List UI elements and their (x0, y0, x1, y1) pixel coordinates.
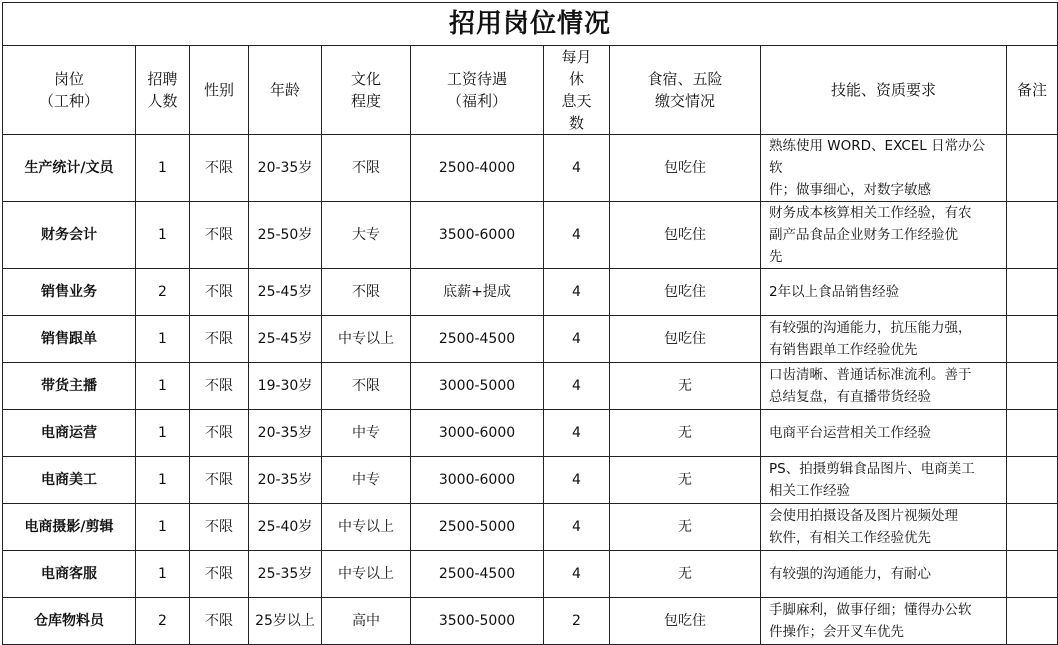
cell-age: 20-35岁 (249, 457, 322, 504)
cell-welfare: 包吃住 (610, 202, 761, 269)
table-title: 招用岗位情况 (3, 3, 1058, 46)
cell-position: 财务会计 (3, 202, 136, 269)
cell-salary: 2500-4500 (411, 551, 544, 598)
header-rest-days-line4: 数 (568, 114, 584, 132)
table-row (3, 410, 1058, 457)
header-education-line1: 文化 (350, 70, 381, 88)
cell-age: 25-45岁 (249, 269, 322, 316)
cell-note (1007, 410, 1058, 457)
cell-count: 1 (136, 316, 190, 363)
table-row (3, 135, 1058, 202)
table-row (3, 457, 1058, 504)
cell-welfare: 包吃住 (610, 269, 761, 316)
header-salary (411, 46, 544, 135)
cell-note (1007, 598, 1058, 645)
cell-education: 中专 (322, 457, 411, 504)
cell-salary: 2500-4500 (411, 316, 544, 363)
cell-rest-days: 4 (544, 316, 610, 363)
requirements-line-1: 电商平台运营相关工作经验 (769, 425, 931, 441)
cell-rest-days: 4 (544, 551, 610, 598)
cell-rest-days: 2 (544, 598, 610, 645)
header-rest-days (544, 46, 610, 135)
header-salary-line2: （福利） (446, 92, 507, 110)
header-welfare-line2: 缴交情况 (654, 92, 715, 110)
requirements-line-2: 软件，有相关工作经验优先 (769, 530, 931, 546)
header-row (3, 46, 1058, 135)
cell-salary: 2500-4000 (411, 135, 544, 202)
header-count-line1: 招聘 (147, 70, 178, 88)
cell-rest-days: 4 (544, 269, 610, 316)
requirements-line-2: 件；做事细心，对数字敏感 (769, 182, 931, 198)
header-note: 备注 (1007, 46, 1058, 135)
cell-gender: 不限 (190, 316, 249, 363)
requirements-line-2: 件操作；会开叉车优先 (769, 624, 904, 640)
cell-position: 仓库物料员 (3, 598, 136, 645)
cell-count: 2 (136, 269, 190, 316)
table-row (3, 363, 1058, 410)
requirements-line-1: 财务成本核算相关工作经验，有农 (769, 205, 972, 221)
requirements-line-2: 相关工作经验 (769, 483, 850, 499)
cell-salary: 3000-5000 (411, 363, 544, 410)
cell-age: 19-30岁 (249, 363, 322, 410)
table-row (3, 316, 1058, 363)
cell-count: 1 (136, 410, 190, 457)
cell-welfare: 无 (610, 551, 761, 598)
header-rest-days-line2: 休 (568, 70, 584, 88)
table-row (3, 598, 1058, 645)
cell-count: 1 (136, 135, 190, 202)
cell-position: 带货主播 (3, 363, 136, 410)
cell-rest-days: 4 (544, 457, 610, 504)
cell-age: 20-35岁 (249, 410, 322, 457)
cell-salary: 3500-6000 (411, 202, 544, 269)
requirements-line-1: PS、拍摄剪辑食品图片、电商美工 (769, 461, 975, 477)
requirements-line-1: 会使用拍摄设备及图片视频处理 (769, 508, 958, 524)
cell-salary: 3000-6000 (411, 457, 544, 504)
cell-requirements (761, 598, 1007, 645)
cell-education: 中专 (322, 410, 411, 457)
cell-age: 25-50岁 (249, 202, 322, 269)
cell-salary: 2500-5000 (411, 504, 544, 551)
cell-rest-days: 4 (544, 363, 610, 410)
cell-age: 25-40岁 (249, 504, 322, 551)
cell-age: 25-35岁 (249, 551, 322, 598)
cell-requirements (761, 457, 1007, 504)
cell-gender: 不限 (190, 410, 249, 457)
header-count (136, 46, 190, 135)
cell-welfare: 无 (610, 410, 761, 457)
table-body (3, 135, 1058, 645)
cell-requirements (761, 316, 1007, 363)
cell-welfare: 包吃住 (610, 135, 761, 202)
requirements-line-2: 有销售跟单工作经验优先 (769, 342, 918, 358)
cell-gender: 不限 (190, 551, 249, 598)
cell-education: 大专 (322, 202, 411, 269)
requirements-line-1: 有较强的沟通能力，抗压能力强， (769, 320, 972, 336)
cell-education: 不限 (322, 269, 411, 316)
cell-education: 中专以上 (322, 504, 411, 551)
requirements-line-2: 副产品食品企业财务工作经验优 (769, 227, 958, 243)
cell-age: 20-35岁 (249, 135, 322, 202)
cell-salary: 3500-5000 (411, 598, 544, 645)
cell-gender: 不限 (190, 598, 249, 645)
cell-requirements (761, 135, 1007, 202)
header-welfare-line1: 食宿、五险 (647, 70, 723, 88)
cell-welfare: 无 (610, 363, 761, 410)
cell-count: 1 (136, 457, 190, 504)
table-row (3, 269, 1058, 316)
cell-note (1007, 551, 1058, 598)
cell-note (1007, 457, 1058, 504)
cell-age: 25岁以上 (249, 598, 322, 645)
requirements-line-1: 手脚麻利，做事仔细；懂得办公软 (769, 602, 972, 618)
cell-requirements (761, 551, 1007, 598)
cell-position: 电商客服 (3, 551, 136, 598)
cell-gender: 不限 (190, 269, 249, 316)
cell-requirements (761, 504, 1007, 551)
table-row (3, 504, 1058, 551)
header-count-line2: 人数 (147, 92, 178, 110)
header-education (322, 46, 411, 135)
cell-position: 电商摄影/剪辑 (3, 504, 136, 551)
cell-education: 不限 (322, 363, 411, 410)
header-position (3, 46, 136, 135)
cell-requirements (761, 410, 1007, 457)
requirements-line-1: 2年以上食品销售经验 (769, 284, 900, 300)
cell-note (1007, 202, 1058, 269)
cell-count: 1 (136, 202, 190, 269)
cell-position: 销售业务 (3, 269, 136, 316)
cell-count: 1 (136, 551, 190, 598)
cell-requirements (761, 269, 1007, 316)
requirements-line-1: 熟练使用 WORD、EXCEL 日常办公软 (769, 138, 986, 176)
cell-position: 销售跟单 (3, 316, 136, 363)
header-age: 年龄 (249, 46, 322, 135)
requirements-line-3: 先 (769, 249, 783, 265)
cell-position: 电商美工 (3, 457, 136, 504)
cell-gender: 不限 (190, 504, 249, 551)
cell-count: 1 (136, 504, 190, 551)
table-row (3, 551, 1058, 598)
cell-gender: 不限 (190, 363, 249, 410)
cell-education: 中专以上 (322, 316, 411, 363)
cell-requirements (761, 202, 1007, 269)
cell-salary: 底薪+提成 (411, 269, 544, 316)
cell-gender: 不限 (190, 202, 249, 269)
cell-count: 1 (136, 363, 190, 410)
requirements-line-1: 口齿清晰、普通话标准流利。善于 (769, 367, 972, 383)
cell-rest-days: 4 (544, 135, 610, 202)
recruitment-table (2, 2, 1058, 645)
cell-education: 中专以上 (322, 551, 411, 598)
cell-count: 2 (136, 598, 190, 645)
header-requirements: 技能、资质要求 (761, 46, 1007, 135)
cell-age: 25-45岁 (249, 316, 322, 363)
cell-note (1007, 269, 1058, 316)
cell-note (1007, 135, 1058, 202)
cell-welfare: 包吃住 (610, 598, 761, 645)
cell-gender: 不限 (190, 135, 249, 202)
cell-rest-days: 4 (544, 504, 610, 551)
cell-welfare: 无 (610, 457, 761, 504)
cell-requirements (761, 363, 1007, 410)
header-position-line1: 岗位 (53, 70, 84, 88)
header-welfare (610, 46, 761, 135)
header-rest-days-line1: 每月 (561, 48, 592, 66)
cell-note (1007, 316, 1058, 363)
cell-gender: 不限 (190, 457, 249, 504)
header-position-line2: （工种） (38, 92, 99, 110)
header-gender: 性别 (190, 46, 249, 135)
header-education-line2: 程度 (350, 92, 381, 110)
recruitment-sheet (2, 2, 1048, 645)
cell-welfare: 包吃住 (610, 316, 761, 363)
cell-note (1007, 363, 1058, 410)
cell-welfare: 无 (610, 504, 761, 551)
requirements-line-1: 有较强的沟通能力，有耐心 (769, 566, 931, 582)
cell-education: 高中 (322, 598, 411, 645)
cell-position: 生产统计/文员 (3, 135, 136, 202)
table-row (3, 202, 1058, 269)
cell-rest-days: 4 (544, 410, 610, 457)
cell-salary: 3000-6000 (411, 410, 544, 457)
header-rest-days-line3: 息天 (561, 92, 592, 110)
header-salary-line1: 工资待遇 (446, 70, 507, 88)
cell-rest-days: 4 (544, 202, 610, 269)
cell-education: 不限 (322, 135, 411, 202)
cell-note (1007, 504, 1058, 551)
cell-position: 电商运营 (3, 410, 136, 457)
requirements-line-2: 总结复盘，有直播带货经验 (769, 389, 931, 405)
